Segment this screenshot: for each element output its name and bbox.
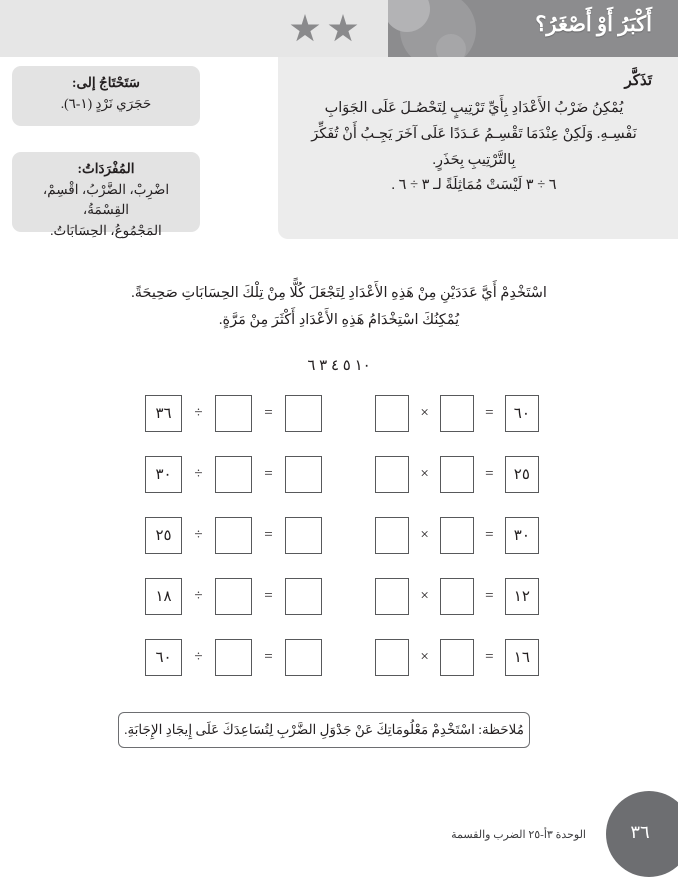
remember-line-3: بِالتَّرْتِيبِ بِحَذَرٍ.	[432, 151, 516, 168]
star-icon	[328, 14, 358, 44]
division-equation	[75, 395, 375, 432]
multiply-sign: ×	[420, 466, 429, 482]
multiplication-equation	[375, 517, 603, 554]
equation-row	[0, 383, 678, 444]
factor-input-cell[interactable]	[375, 456, 409, 493]
multiply-sign: ×	[420, 649, 429, 665]
star-icon	[290, 14, 320, 44]
divisor-value-cell: ١٨	[145, 578, 182, 615]
multiply-sign: ×	[420, 527, 429, 543]
available-numbers: ١٠ ٥ ٤ ٣ ٦	[307, 358, 371, 374]
dividend-input-cell[interactable]	[215, 578, 252, 615]
equals-sign: =	[264, 649, 273, 665]
dividend-input-cell[interactable]	[215, 517, 252, 554]
equation-row	[0, 566, 678, 627]
factor-input-cell[interactable]	[440, 517, 474, 554]
remember-line-4: ٦ ÷ ٣ لَيْسَتْ مُمَاثِلَةً لـ ٣ ÷ ٦ .	[391, 177, 557, 194]
instructions	[0, 280, 678, 334]
product-value-cell: ٣٠	[505, 517, 539, 554]
divide-sign: ÷	[194, 588, 203, 604]
equals-sign: =	[485, 588, 494, 604]
materials-needed-box	[12, 66, 200, 126]
division-equation	[75, 639, 375, 676]
dividend-input-cell[interactable]	[215, 395, 252, 432]
equals-sign: =	[264, 588, 273, 604]
dividend-input-cell[interactable]	[215, 639, 252, 676]
dividend-input-cell[interactable]	[215, 456, 252, 493]
equation-row	[0, 444, 678, 505]
equals-sign: =	[264, 466, 273, 482]
factor-input-cell[interactable]	[375, 639, 409, 676]
product-value-cell: ٢٥	[505, 456, 539, 493]
quotient-input-cell[interactable]	[285, 456, 322, 493]
factor-input-cell[interactable]	[440, 456, 474, 493]
quotient-input-cell[interactable]	[285, 578, 322, 615]
equals-sign: =	[485, 527, 494, 543]
multiply-sign: ×	[420, 588, 429, 604]
divisor-value-cell: ٢٥	[145, 517, 182, 554]
multiplication-equation	[375, 456, 603, 493]
factor-input-cell[interactable]	[440, 639, 474, 676]
equation-row	[0, 505, 678, 566]
division-equation	[75, 517, 375, 554]
multiplication-equation	[375, 578, 603, 615]
divisor-value-cell: ٣٦	[145, 395, 182, 432]
page-number: ٣٦	[630, 822, 650, 842]
factor-input-cell[interactable]	[375, 578, 409, 615]
divisor-value-cell: ٣٠	[145, 456, 182, 493]
divide-sign: ÷	[194, 527, 203, 543]
factor-input-cell[interactable]	[440, 395, 474, 432]
note-box	[118, 712, 530, 748]
remember-line-1: يُمْكِنُ ضَرْبُ الأَعْدَادِ بِأَيِّ تَرْتِيبٍ لِتَحْصُـلَ عَلَى الجَوَابِ	[324, 100, 624, 116]
divide-sign: ÷	[194, 405, 203, 421]
equals-sign: =	[485, 466, 494, 482]
remember-title: تَذَكَّر	[624, 73, 652, 89]
equation-row	[0, 627, 678, 688]
vocabulary-line-2: المَجْمُوعُ، الحِسَابَاتُ.	[50, 222, 162, 238]
equals-sign: =	[485, 405, 494, 421]
footer-unit-label: الوحدة ٣أ-٢٥ الضرب والقسمة	[451, 829, 586, 841]
vocabulary-title: المُفْرَدَاتُ:	[77, 161, 135, 176]
divisor-value-cell: ٦٠	[145, 639, 182, 676]
materials-needed-title: سَتَحْتَاجُ إلى:	[72, 75, 140, 90]
instruction-line-2: يُمْكِنُكَ اسْتِخْدَامُ هَذِهِ الأَعْدَادِ أَكْثَرَ مِنْ مَرَّةٍ.	[218, 311, 460, 328]
star-rating	[290, 14, 358, 44]
divide-sign: ÷	[194, 466, 203, 482]
remember-line-2: نَفْسِـهِ. وَلَكِنْ عِنْدَمَا تَقْسِـمُ عَـدَدًا عَلَى آخَرَ يَجِـبُ أَنْ تُفَكِّرَ	[311, 125, 637, 142]
divide-sign: ÷	[194, 649, 203, 665]
quotient-input-cell[interactable]	[285, 395, 322, 432]
page-title: أَكْبَرُ أَوْ أَصْغَرُ؟	[535, 12, 652, 36]
multiply-sign: ×	[420, 405, 429, 421]
instruction-line-1: اسْتَخْدِمْ أَيَّ عَدَدَيْنِ مِنْ هَذِهِ الأَعْدَادِ لِتَجْعَلَ كُلًّا مِنْ تِلْكَ الحِسَابَاتِ صَحِيحَةً.	[131, 285, 547, 301]
quotient-input-cell[interactable]	[285, 639, 322, 676]
vocabulary-line-1: اضْرِبْ، الضَّرْبُ، اقْسِمْ، القِسْمَةُ،	[42, 182, 170, 218]
division-equation	[75, 578, 375, 615]
equals-sign: =	[264, 405, 273, 421]
quotient-input-cell[interactable]	[285, 517, 322, 554]
vocabulary-body	[26, 180, 186, 241]
materials-needed-text: حَجَرَي نَرْدٍ (١-٦).	[60, 96, 152, 111]
equals-sign: =	[485, 649, 494, 665]
note-text: مُلاحَظة: اسْتَخْدِمْ مَعْلُومَاتِكَ عَنْ جَدْوَلِ الضَّرْبِ لِتُسَاعِدَكَ عَلَى إِيجَادِ الإِجَابَةِ.	[124, 722, 524, 737]
equals-sign: =	[264, 527, 273, 543]
remember-box	[278, 57, 678, 239]
division-equation	[75, 456, 375, 493]
remember-body	[296, 96, 652, 199]
product-value-cell: ١٢	[505, 578, 539, 615]
factor-input-cell[interactable]	[440, 578, 474, 615]
equations-area	[0, 383, 678, 688]
materials-needed-body	[26, 94, 186, 114]
factor-input-cell[interactable]	[375, 517, 409, 554]
vocabulary-box	[12, 152, 200, 238]
product-value-cell: ١٦	[505, 639, 539, 676]
factor-input-cell[interactable]	[375, 395, 409, 432]
multiplication-equation	[375, 395, 603, 432]
page-header	[0, 0, 678, 57]
decorative-circle	[436, 34, 466, 57]
product-value-cell: ٦٠	[505, 395, 539, 432]
multiplication-equation	[375, 639, 603, 676]
